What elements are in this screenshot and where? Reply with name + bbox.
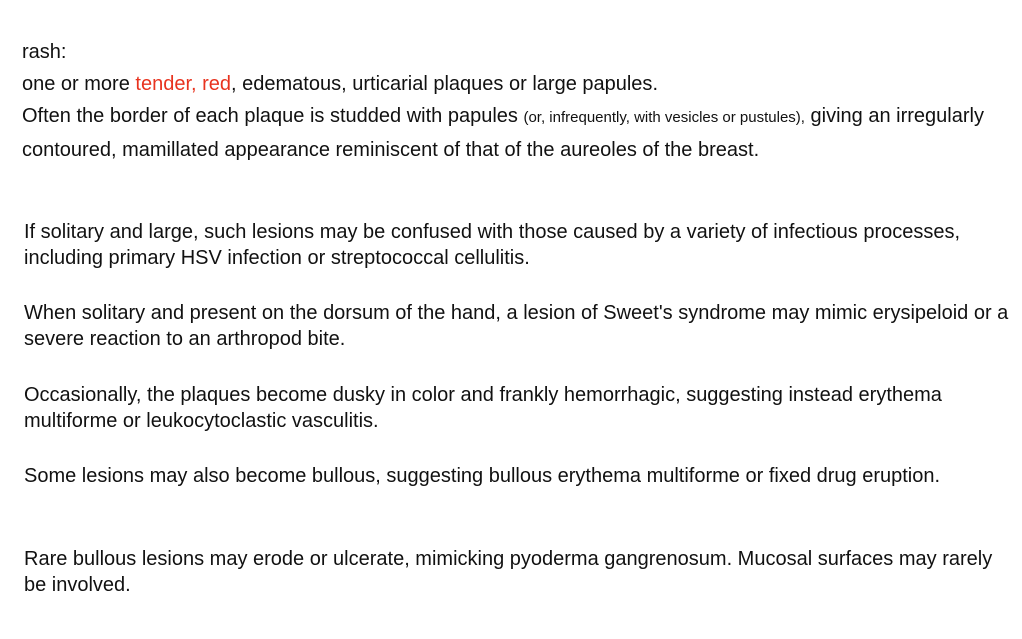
text-run: Some lesions may also become bullous, suggesting (24, 465, 489, 487)
text-run: If solitary and large, such lesions may be confused with those caused by a variety of infectious processes, including (24, 221, 961, 269)
rash-description-block (22, 36, 1007, 166)
text-run: , (341, 73, 353, 95)
text-run: . (753, 139, 760, 161)
paragraph-dorsum-of-hand (24, 300, 1009, 352)
highlight-pyoderma-gangrenosum: pyoderma gangrenosum (509, 548, 727, 570)
paragraph-bullous-lesions (24, 463, 1009, 489)
highlight-urticarial-plaques: urticarial plaques (352, 73, 504, 95)
paragraph-rare-bullous (24, 546, 1009, 598)
text-run: or (117, 410, 147, 432)
rash-line-2 (22, 100, 1007, 166)
paragraph-dusky-plaques (24, 382, 1009, 434)
highlight-erythema-multiforme: erythema multiforme (24, 384, 942, 432)
text-run: or (503, 73, 533, 95)
text-run: , (231, 73, 243, 95)
highlight-large-papules: large papules (532, 73, 653, 95)
text-run: When solitary and present on the dorsum of the hand, a lesion of Sweet's syndrome may mimic erysipeloid or a severe reaction to an arthropod bite. (24, 302, 1009, 350)
text-run: giving an irregularly contoured, mamillated appearance reminiscent of that of the (22, 105, 984, 161)
highlight-fixed-drug-eruption: fixed drug eruption (768, 465, 935, 487)
highlight-bullous-erythema-multiforme: bullous erythema multiforme (488, 465, 740, 487)
text-run: one or more (22, 73, 136, 95)
parenthetical-note: (or, infrequently, with vesicles or pustules), (523, 109, 805, 126)
highlight-primary-hsv-infection: primary HSV infection (108, 247, 302, 269)
text-run: . (652, 73, 658, 95)
rash-line-1 (22, 68, 1007, 100)
text-run: . Mucosal surfaces may rarely be involved. (24, 548, 993, 596)
text-run: Rare bullous lesions may erode or ulcerate, mimicking (24, 548, 510, 570)
text-run: . (524, 247, 530, 269)
text-run: or (739, 465, 769, 487)
highlight-aureoles-of-the-breast: aureoles of the breast (560, 139, 754, 161)
highlight-edematous: edematous (242, 73, 342, 95)
rash-label: rash: (22, 41, 67, 63)
paragraph-solitary-large (24, 219, 1009, 271)
highlight-leukocytoclastic-vasculitis: leukocytoclastic vasculitis (146, 410, 374, 432)
text-run: . (934, 465, 941, 487)
highlight-streptococcal-cellulitis: streptococcal cellulitis (330, 247, 525, 269)
text-run: or (301, 247, 331, 269)
text-run: . (373, 410, 379, 432)
highlight-tender-red: tender, red (135, 73, 232, 95)
text-run: Occasionally, the plaques become dusky in color and frankly hemorrhagic, suggesting instead (24, 384, 859, 406)
text-run: Often the border of each plaque is studded with papules (22, 105, 524, 127)
